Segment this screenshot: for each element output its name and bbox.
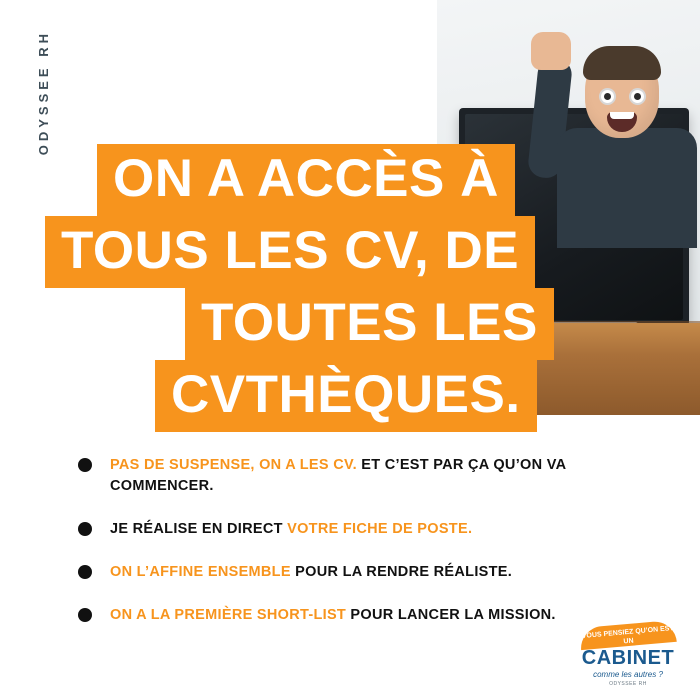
- raised-fist: [531, 32, 571, 70]
- list-item: [78, 562, 638, 583]
- bullet-dot-icon: [78, 522, 92, 536]
- bullet-list: [78, 455, 638, 648]
- bullet-text-3: [110, 562, 512, 583]
- list-item: [78, 519, 638, 540]
- bullet-text-1: [110, 455, 610, 497]
- bullet-2-highlight: VOTRE FICHE DE POSTE.: [287, 521, 473, 537]
- bullet-text-2: [110, 519, 472, 540]
- logo-sub-text: comme les autres ?: [593, 670, 663, 679]
- headline-line-2: TOUS LES CV, DE: [45, 216, 535, 288]
- bullet-4-highlight: ON A LA PREMIÈRE SHORT-LIST: [110, 607, 347, 623]
- bullet-dot-icon: [78, 565, 92, 579]
- bullet-1-rest: ET C’EST PAR ÇA QU’ON VA COMMENCER.: [110, 457, 566, 494]
- person-eye-left: [599, 88, 616, 105]
- logo-arc-text: VOUS PENSIEZ QU’ON EST UN: [579, 620, 677, 650]
- list-item: [78, 455, 638, 497]
- bullet-3-highlight: ON L’AFFINE ENSEMBLE: [110, 564, 291, 580]
- logo-cabinet: [580, 624, 676, 687]
- list-item: [78, 605, 638, 626]
- headline-line-1: ON A ACCÈS À: [97, 144, 515, 216]
- headline-block: [0, 144, 620, 432]
- logo-main-text: CABINET: [581, 647, 675, 669]
- person-hair: [583, 46, 661, 80]
- bullet-2-rest: JE RÉALISE EN DIRECT: [110, 521, 288, 537]
- brand-vertical-text: ODYSSEE RH: [35, 30, 51, 156]
- logo-tiny-text: ODYSSEE RH: [609, 681, 647, 687]
- bullet-dot-icon: [78, 608, 92, 622]
- bullet-text-4: [110, 605, 556, 626]
- bullet-dot-icon: [78, 458, 92, 472]
- bullet-4-rest: POUR LANCER LA MISSION.: [346, 607, 556, 623]
- headline-line-3: TOUTES LES: [185, 288, 554, 360]
- headline-line-4: CVTHÈQUES.: [155, 360, 537, 432]
- bullet-1-highlight: PAS DE SUSPENSE, ON A LES CV.: [110, 457, 357, 473]
- bullet-3-rest: POUR LA RENDRE RÉALISTE.: [290, 564, 513, 580]
- person-eye-right: [629, 88, 646, 105]
